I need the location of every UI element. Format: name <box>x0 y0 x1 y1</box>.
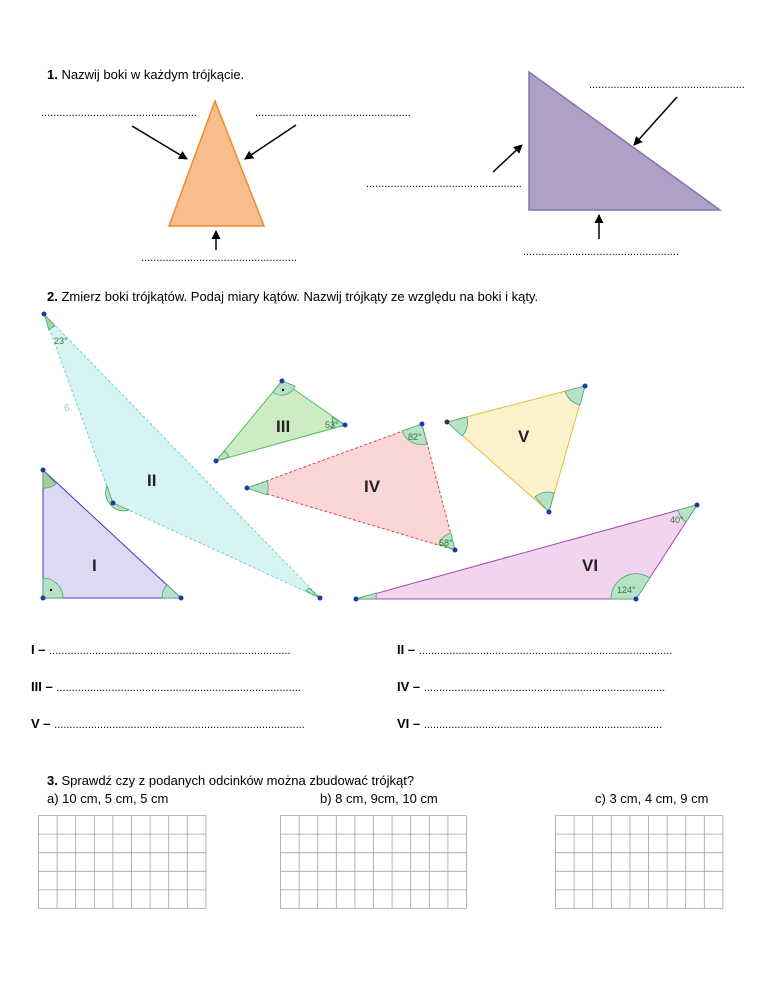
task1-blank-bottom[interactable]: ................................................... <box>141 252 297 264</box>
answer-row-ii[interactable]: II – ................................................................................... <box>397 642 673 657</box>
triangle-v <box>447 386 585 512</box>
angle-label-ii: 23° <box>54 336 68 346</box>
answer-label-v: V <box>31 716 40 731</box>
angle-arc-vi-left <box>356 593 376 599</box>
answer-blank-vi: .............................................................................. <box>423 719 663 731</box>
answer-label-i: I <box>31 642 35 657</box>
answer-blank-v: .................................................................................. <box>54 719 305 731</box>
task2-text: Zmierz boki trójkątów. Podaj miary kątów. Nazwij trójkąty ze względu na boki i kąty. <box>61 289 539 304</box>
task1-blank-purple-top[interactable]: ................................................... <box>589 79 745 91</box>
triangle-label-ii: II <box>147 471 157 490</box>
grid-a[interactable] <box>38 815 214 927</box>
answer-blank-i: ............................................................................... <box>49 645 291 657</box>
answer-blank-iv: ............................................................................... <box>423 682 666 694</box>
angle-label-vi-bottom: 124° <box>617 585 636 595</box>
orange-triangle <box>169 101 264 226</box>
angle-label-iv-bottom: 58° <box>439 538 453 548</box>
arrow-left-side-icon <box>132 126 187 159</box>
answer-blank-iii: ................................................................................ <box>56 682 301 694</box>
triangle-label-v: V <box>518 427 530 446</box>
answer-label-ii: II <box>397 642 405 657</box>
angle-label-iv-top: 82° <box>408 432 422 442</box>
answer-label-iii: III <box>31 679 42 694</box>
arrow-right-side-icon <box>245 125 296 159</box>
side-mark-ii: 6 <box>64 403 70 414</box>
arrow-hypotenuse-icon <box>634 97 677 145</box>
task2-number: 2. <box>47 289 58 304</box>
task2-heading <box>47 289 538 304</box>
task1-text: Nazwij boki w każdym trójkącie. <box>61 67 245 82</box>
angle-arc-v-left <box>447 417 468 436</box>
task3-number: 3. <box>47 773 58 788</box>
option-b: b) 8 cm, 9cm, 10 cm <box>320 791 438 806</box>
task3-text: Sprawdź czy z podanych odcinków można zbudować trójkąt? <box>61 773 415 788</box>
triangle-label-iv: IV <box>364 477 381 496</box>
task1-number: 1. <box>47 67 58 82</box>
triangle-label-iii: III <box>276 417 291 436</box>
angle-label-vi-top: 40° <box>670 515 684 525</box>
answer-row-i[interactable]: I – ............................................................................... <box>31 642 291 657</box>
arrow-vertical-leg-icon <box>493 145 522 172</box>
triangle-label-vi: VI <box>582 556 599 575</box>
answer-row-vi[interactable]: VI – .............................................................................. <box>397 716 663 731</box>
option-a: a) 10 cm, 5 cm, 5 cm <box>47 791 169 806</box>
angle-arc-i-top <box>43 470 56 488</box>
task3-heading <box>47 773 414 788</box>
task1-blank-purple-left[interactable]: ................................................... <box>366 178 522 190</box>
grid-c[interactable] <box>555 815 731 927</box>
answer-row-iv[interactable]: IV – ............................................................................... <box>397 679 666 694</box>
answer-label-vi: VI <box>397 716 410 731</box>
answer-label-iv: IV <box>397 679 410 694</box>
triangle-label-i: I <box>92 556 97 575</box>
angle-arc-iv-left <box>247 481 268 495</box>
task1-blank-left[interactable]: ................................................... <box>41 107 197 119</box>
task1-blank-purple-bottom[interactable]: ................................................... <box>523 246 679 258</box>
purple-triangle <box>529 72 720 210</box>
task1-blank-top-right[interactable]: ................................................... <box>255 107 411 119</box>
option-c: c) 3 cm, 4 cm, 9 cm <box>595 791 709 806</box>
answer-blank-ii: ................................................................................... <box>418 645 673 657</box>
answer-row-v[interactable]: V – .................................................................................. <box>31 716 305 731</box>
angle-label-iii: 53° <box>325 420 339 430</box>
answer-row-iii[interactable]: III – ................................................................................ <box>31 679 301 694</box>
grid-b[interactable] <box>280 815 472 927</box>
